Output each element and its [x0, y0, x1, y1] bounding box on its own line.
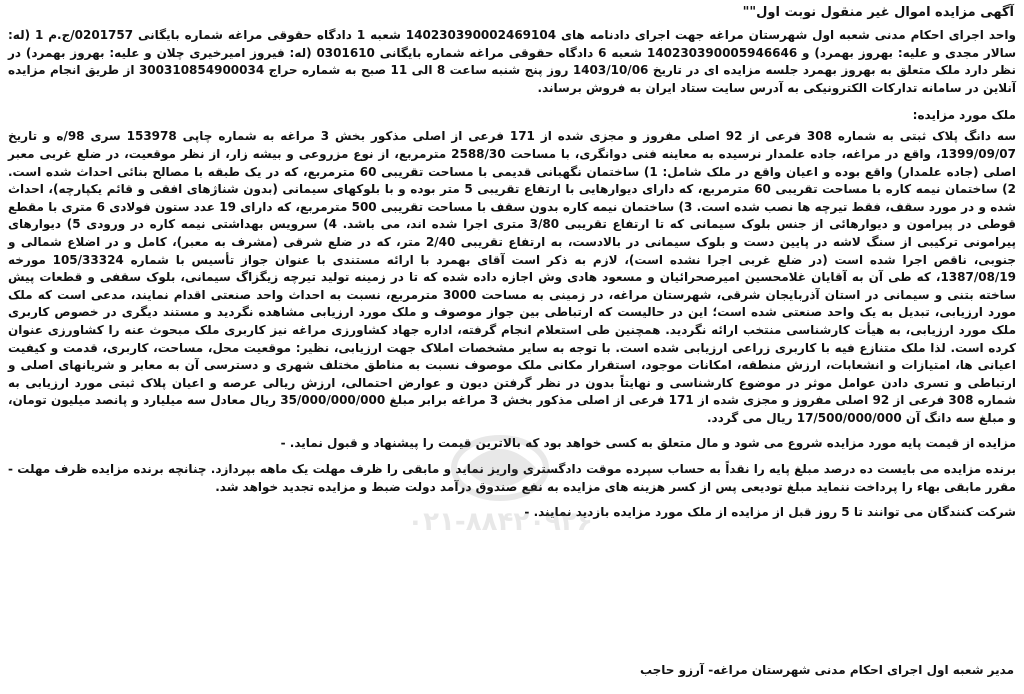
- property-heading: ملک مورد مزایده:: [912, 108, 1016, 123]
- auction-notice: [8, 4, 1016, 690]
- notice-intro: واحد اجرای احکام مدنی شعبه اول شهرستان مراغه جهت اجرای دادنامه های 140230390002469104 شعبه 1 دادگاه حقوقی مراغه شماره بایگانی 0201757/ج.م 1 (له: سالار مجدی و علیه: بهروز بهمرد) و 140230390005946646 شعبه 6 دادگاه حقوقی مراغه شماره بایگانی 0301610 (له: فیروز امیرخیری چلان و علیه: بهروز بهمرد) در نظر دارد ملک متعلق به بهروز بهمرد جلسه مزایده ای در تاریخ 1403/10/06 روز پنج شنبه ساعت 8 الی 11 صبح به شماره حراج 300310854900034 از طریق انجام مزایده آنلاین در سامانه تدارکات الکترونیکی به آدرس سایت ستاد ایران به فروش برساند.: [8, 28, 1016, 95]
- auction-condition-1: مزایده از قیمت پایه مورد مزایده شروع می شود و مال متعلق به کسی خواهد بود که بالاترین قیمت را پیشنهاد و قبول نماید. -: [280, 436, 1016, 451]
- property-description: سه دانگ پلاک ثبتی به شماره 308 فرعی از 92 اصلی مفروز و مجزی شده از 171 فرعی از اصلی مذکور بخش 3 مراغه به شماره چاپی 153978 سری 98/ه و تاریخ 1399/09/07، واقع در مراغه، جاده علمدار نرسیده به معاینه فنی دوانگری، با مساحت 2588/30 مترمربع، از نوع مزروعی و بیشه زار، از نظر موقعیت، در ضلع غربی معبر اصلی (جاده علمدار) واقع بوده و اعیان واقع در ملک شامل: 1) ساختمان نگهبانی قدیمی با مساحت تقریبی 60 مترمربع، که در یک طبقه با مصالح بنائی احداث شده است. 2) ساختمان نیمه کاره با مساحت تقریبی 60 مترمربع، که دارای دیوارهایی با ارتفاع تقریبی 5 متر بوده و با بلوکهای سیمانی (بدون شناژهای افقی و قائم یکپارچه)، احداث شده و در مورد سقف، فقط تیرچه ها نصب شده است. 3) ساختمان نیمه کاره بدون سقف با مساحت تقریبی 500 مترمربع، که دارای 19 عدد ستون فولادی 6 متری با مقطع قوطی در پیرامون و دیوارهائی از جنس بلوک سیمانی که تا ارتفاع تقریبی 3/80 متری اجرا شده اند، می باشد. 4) سرویس بهداشتی نیمه کاره در ورودی 5) دیوارهای پیرامونی ترکیبی از سنگ لاشه در پایین دست و بلوک سیمانی در بالادست، به ارتفاع تقریبی 2/40 متر، که در ضلع شرقی (مشرف به معبر)، کامل و در اضلاع شمالی و جنوبی، ناقص اجرا شده است (در ضلع غربی اجرا نشده است)، لازم به ذکر است آقای بهمرد با ارائه مستندی با عنوان جواز تأسیس با شماره 105/33324 مورخه 1387/08/19، که طی آن به آقایان غلامحسین امیرصحرائیان و مسعود هادی وش اجازه داده شده که تا در زمینه تولید تیرچه زیگزاگ سیمانی، بلوک سقفی و قطعات پیش ساخته بتنی و سیمانی در استان آذربایجان شرقی، شهرستان مراغه، در زمینی به مساحت 3000 مترمربع، نسبت به احداث واحد صنعتی اقدام نمایند، مدعی است که ملک مورد ارزیابی، تبدیل به یک واحد صنعتی شده است؛ این در حالیست که ارتباطی بین جواز موصوف و ملک مورد ارزیابی مشاهده نگردید و مستند دیگری در خصوص کاربری ملک مورد ارزیابی، به هیأت کارشناسی منتخب ارائه نگردید. همچنین طی استعلام انجام گرفته، اداره جهاد کشاورزی مراغه نیز کاربری ملک مبحوث عنه را کشاورزی عنوان کرده است. لذا ملک متنازع فیه با کاربری زراعی ارزیابی شده است. با توجه به سایر مشخصات املاک جهت ارزیابی، نظیر: موقعیت محل، مساحت، کاربری، قدمت و کیفیت اعیانی ها، امتیازات و انشعابات، ارزش منطقه، امکانات موجود، استقرار مکانی ملک موصوف نسبت به مناطق مختلف شهری و دسترسی آن به معابر و شریانهای اصلی و ارتباطی و تسری دادن عوامل موثر در موضوع کارشناسی و نهایتاً بدون در نظر گرفتن دیون و عوارض احتمالی، ارزش ریالی عرصه و اعیان پلاک ثبتی مورد ارزیابی به شماره 308 فرعی از 92 اصلی مفروز و مجزی شده از 171 فرعی از اصلی مذکور بخش 3 مراغه برابر مبلغ 35/000/000/000 ریال معادل سه میلیارد و پانصد میلیون تومان، و مبلغ سه دانگ آن 17/500/000/000 ریال می گردد.: [8, 129, 1017, 425]
- auction-condition-3: شرکت کنندگان می توانند تا 5 روز قبل از مزایده از ملک مورد مزایده بازدید نمایند. -: [524, 505, 1016, 520]
- watermark-phone: ۰۲۱-۸۸۴۲۰۹۲۶: [407, 507, 593, 537]
- signature-line: مدیر شعبه اول اجرای احکام مدنی شهرستان مراغه- آرزو حاجب: [639, 663, 1014, 677]
- auction-condition-2: برنده مزایده می بایست ده درصد مبلغ پایه را نقداً به حساب سپرده موقت دادگستری واریز نماید و مابقی را ظرف مهلت یک ماهه بپردازد. چنانچه برنده مزایده ظرف مهلت - مقرر مابقی بهاء را پرداخت ننماید مبلغ تودیعی پس از کسر هزینه های مزایده به نفع صندوق درآمد دولت ضبط و مزایده تجدید خواهد شد.: [8, 462, 1016, 494]
- notice-title: آگهی مزایده اموال غیر منقول نوبت اول"": [742, 5, 1014, 20]
